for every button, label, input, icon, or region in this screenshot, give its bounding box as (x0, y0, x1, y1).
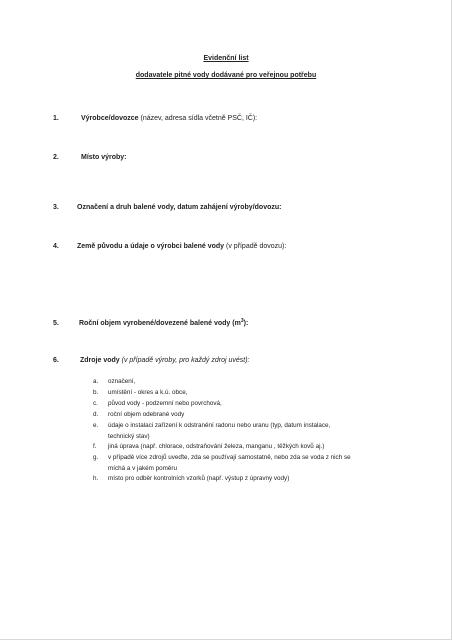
superscript-3: 3 (240, 318, 244, 324)
section-number: 1. (53, 115, 59, 122)
section-heading-text: Roční objem vyrobené/dovezené balené vody (m (79, 320, 241, 327)
list-item-text: jiná úprava (např. chlorace, odstraňování železa, manganu , těžkých kovů aj.) (108, 443, 325, 450)
list-item (0, 398, 452, 409)
list-item-text: místo pro odběr kontrolních vzorků (např. výstup z úpravny vody) (108, 475, 290, 482)
document-title: Evidenční list (203, 55, 249, 62)
list-item-text: označení, (108, 378, 136, 385)
section-heading-text: Výrobce/dovozce (81, 115, 139, 122)
section-heading-text: Země původu a údaje o výrobci balené vody (77, 243, 225, 250)
list-item-letter: a. (93, 378, 99, 385)
section-number: 2. (53, 154, 59, 161)
section-heading (79, 319, 248, 328)
list-item (0, 409, 452, 420)
list-item-text: původ vody - podzemní nebo povrchová, (108, 400, 222, 407)
section-heading (81, 114, 257, 123)
section-heading-detail: (v případě výroby, pro každý zdroj uvést): (119, 357, 250, 364)
list-item-line: v případě více zdrojů uveďte, zda se používají samostatně, nebo zda se voda z nich se (108, 454, 351, 461)
list-item (0, 420, 452, 441)
section-heading-text: Zdroje vody (80, 357, 120, 364)
document-subtitle: dodavatele pitné vody dodávané pro veřejnou potřebu (135, 72, 317, 79)
list-item-letter: d. (93, 411, 99, 418)
list-item-text (108, 452, 408, 474)
section-heading: Označení a druh balené vody, datum zahájení výroby/dovozu: (77, 204, 282, 211)
list-item (0, 441, 452, 452)
list-item (0, 376, 452, 387)
section-heading (80, 356, 250, 365)
water-source-list (0, 376, 452, 484)
list-item-text (108, 420, 408, 442)
section-number: 6. (53, 357, 59, 364)
list-item-letter: h. (93, 475, 99, 482)
section-heading: Místo výroby: (81, 154, 127, 161)
list-item-continuation: míchá a v jakém poměru (108, 465, 177, 472)
list-item-text: umístění - okres a k.ú. obce, (108, 389, 188, 396)
list-item (0, 473, 452, 484)
list-item-letter: e. (93, 422, 99, 429)
section-heading-detail: (název, adresa sídla včetně PSČ, IČ): (138, 115, 258, 122)
section-heading-detail: (v případě dovozu): (224, 243, 287, 250)
list-item-continuation: technický stav) (108, 433, 150, 440)
list-item-letter: c. (93, 400, 98, 407)
list-item (0, 387, 452, 398)
section-number: 3. (53, 204, 59, 211)
section-number: 4. (53, 243, 59, 250)
list-item-letter: b. (93, 389, 99, 396)
list-item-letter: g. (93, 454, 99, 461)
list-item-line: údaje o instalaci zařízení k odstranění radonu nebo uranu (typ, datum instalace, (108, 422, 331, 429)
list-item (0, 452, 452, 473)
section-heading-tail: ): (243, 320, 249, 327)
section-heading (77, 242, 286, 251)
list-item-letter: f. (93, 443, 97, 450)
section-number: 5. (53, 320, 59, 327)
list-item-text: roční objem odebrané vody (108, 411, 185, 418)
